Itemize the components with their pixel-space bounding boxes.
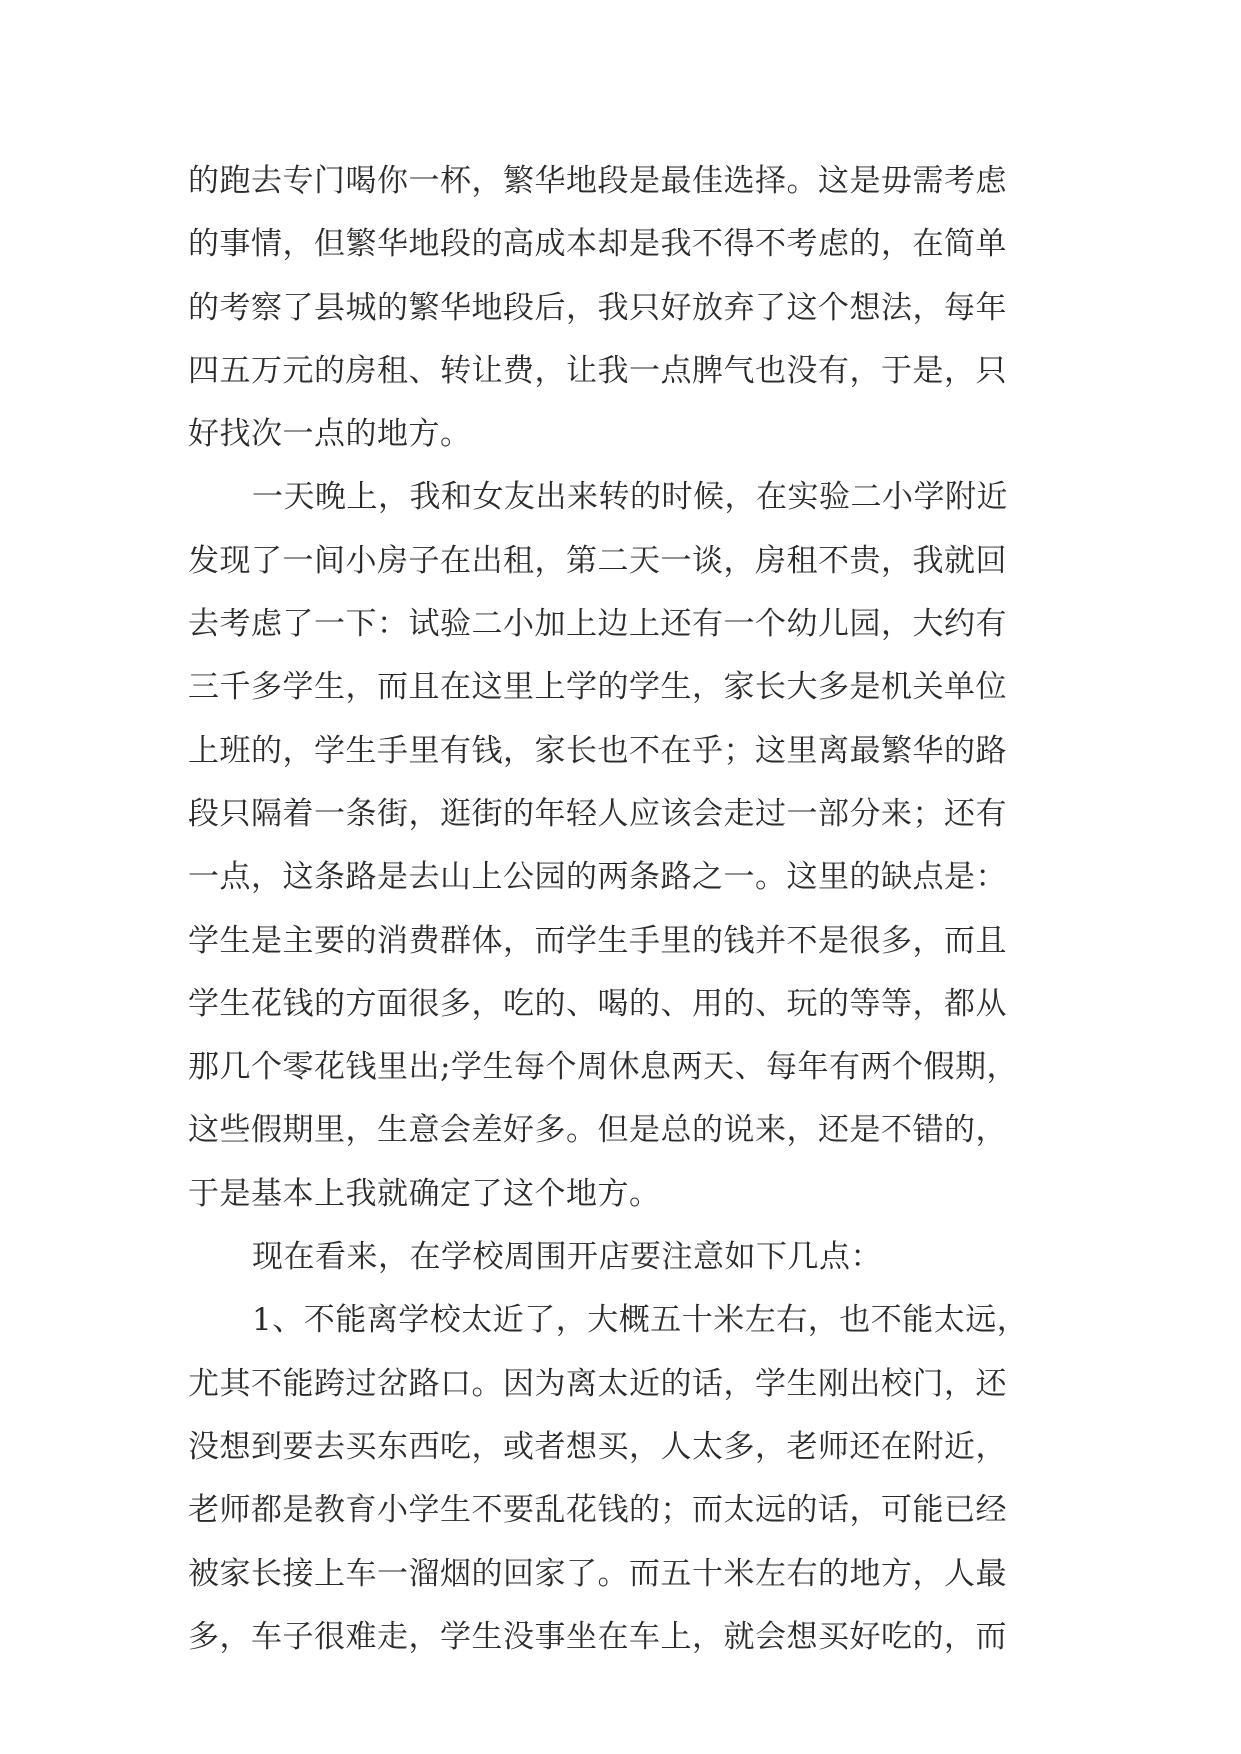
- text-line: 段只隔着一条街，逛街的年轻人应该会走过一部分来；还有: [188, 795, 1007, 832]
- text-line: 的跑去专门喝你一杯，繁华地段是最佳选择。这是毋需考虑: [188, 163, 1007, 199]
- text-line: 发现了一间小房子在出租，第二天一谈，房租不贵，我就回: [188, 542, 1007, 579]
- document-page: [188, 150, 1060, 1669]
- text-line: 学生花钱的方面很多，吃的、喝的、用的、玩的等等，都从: [188, 985, 1007, 1022]
- text-line: 好找次一点的地方。: [188, 416, 472, 453]
- paragraph-start-line: 现在看来，在学校周围开店要注意如下几点：: [252, 1239, 882, 1276]
- text-line: 没想到要去买东西吃，或者想买，人太多，老师还在附近，: [188, 1428, 1007, 1465]
- text-line: 那几个零花钱里出;学生每个周休息两天、每年有两个假期，: [188, 1049, 1018, 1086]
- text-line: 一点，这条路是去山上公园的两条路之一。这里的缺点是：: [188, 859, 1007, 896]
- text-line: 老师都是教育小学生不要乱花钱的；而太远的话，可能已经: [188, 1492, 1007, 1529]
- text-line: 于是基本上我就确定了这个地方。: [188, 1175, 661, 1212]
- paragraph-start-line: 一天晚上，我和女友出来转的时候，在实验二小学附近: [252, 479, 1008, 516]
- text-line: 的事情，但繁华地段的高成本却是我不得不考虑的，在简单: [188, 226, 1007, 263]
- text-line: 四五万元的房租、转让费，让我一点脾气也没有，于是，只: [188, 352, 1007, 389]
- text-line: 上班的，学生手里有钱，家长也不在乎；这里离最繁华的路: [188, 732, 1007, 769]
- text-line: 被家长接上车一溜烟的回家了。而五十米左右的地方，人最: [188, 1555, 1007, 1592]
- text-line: 学生是主要的消费群体，而学生手里的钱并不是很多，而且: [188, 922, 1007, 959]
- text-line: 去考虑了一下：试验二小加上边上还有一个幼儿园，大约有: [188, 606, 1007, 643]
- text-line: 这些假期里，生意会差好多。但是总的说来，还是不错的，: [188, 1112, 1007, 1149]
- text-line: 的考察了县城的繁华地段后，我只好放弃了这个想法，每年: [188, 289, 1007, 326]
- text-line: 多，车子很难走，学生没事坐在车上，就会想买好吃的，而: [188, 1618, 1007, 1655]
- text-line: 三千多学生，而且在这里上学的学生，家长大多是机关单位: [188, 669, 1007, 706]
- text-line: 尤其不能跨过岔路口。因为离太近的话，学生刚出校门，还: [188, 1365, 1007, 1402]
- paragraph-start-line: 1、不能离学校太近了，大概五十米左右，也不能太远，: [252, 1302, 1029, 1339]
